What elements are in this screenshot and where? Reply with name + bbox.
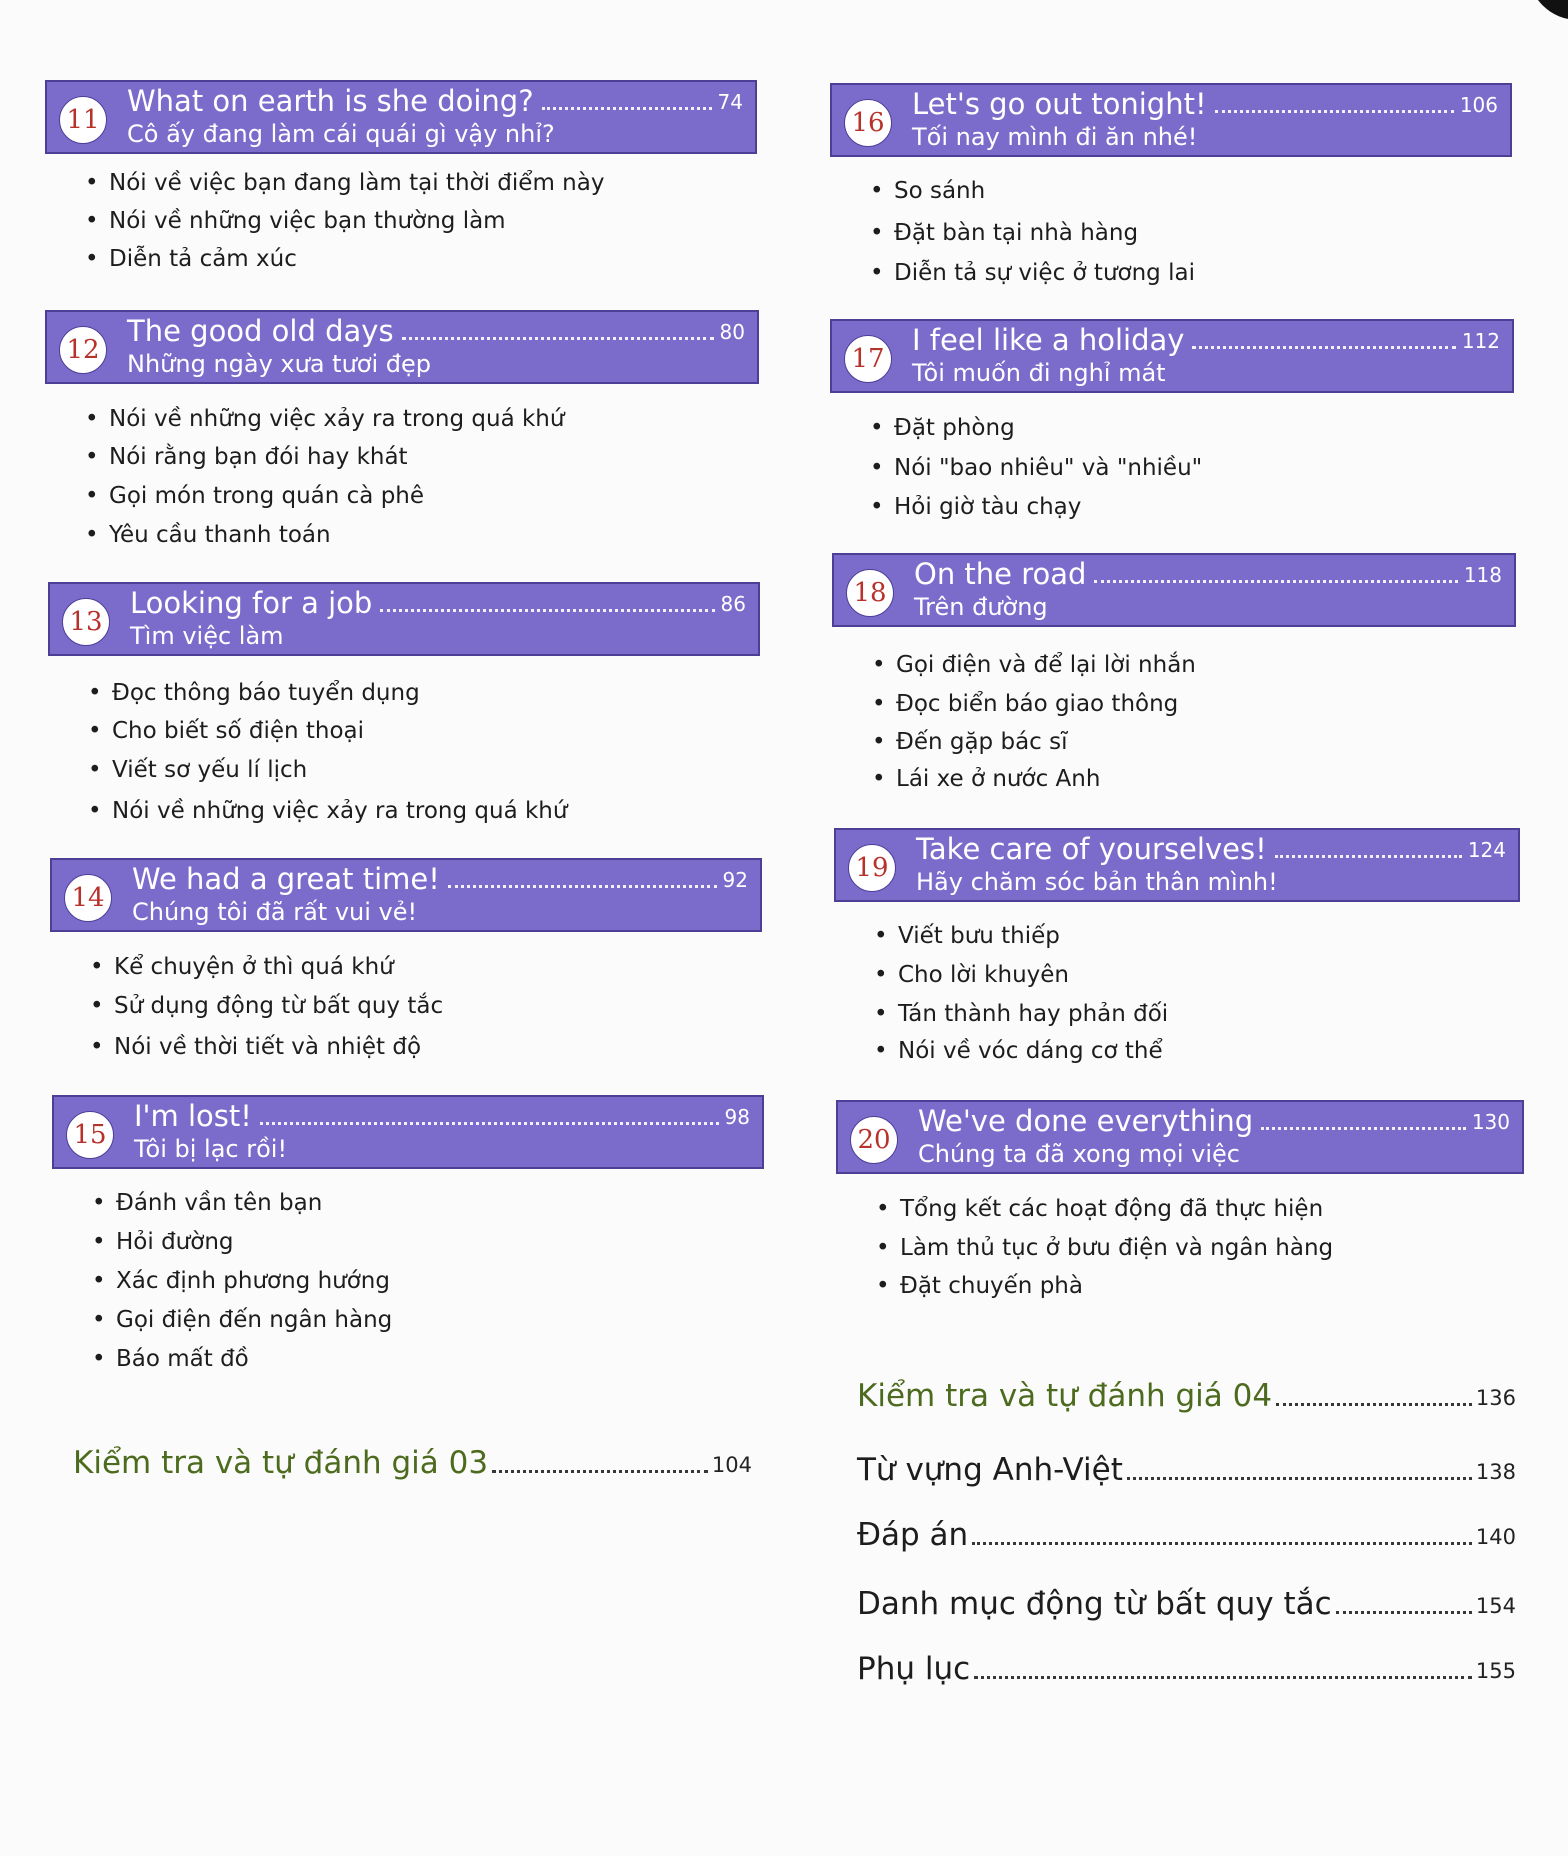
lesson-number-badge: 14 — [64, 874, 112, 922]
lesson-page-number: 98 — [724, 1105, 750, 1129]
lesson-topic-item: • Cho lời khuyên — [898, 962, 1069, 988]
toc-page-number: 104 — [711, 1453, 752, 1477]
lesson-page-number: 80 — [719, 320, 745, 344]
lesson-topic-item: • Xác định phương hướng — [116, 1268, 390, 1294]
dot-leader — [542, 107, 712, 110]
lesson-subtitle: Tối nay mình đi ăn nhé! — [912, 123, 1198, 151]
lesson-topic-item: • Đặt chuyến phà — [900, 1273, 1083, 1299]
lesson-subtitle: Chúng ta đã xong mọi việc — [918, 1140, 1240, 1168]
toc-entry-label: Từ vựng Anh-Việt — [857, 1452, 1123, 1488]
lesson-banner[interactable] — [830, 319, 1514, 393]
lesson-number-badge: 12 — [59, 326, 107, 374]
dot-leader — [1215, 110, 1454, 113]
lesson-page-number: 130 — [1471, 1110, 1510, 1134]
toc-entry-label: Kiểm tra và tự đánh giá 04 — [857, 1378, 1273, 1414]
lesson-title: I feel like a holiday — [912, 323, 1185, 357]
lesson-title-row — [130, 586, 746, 620]
lesson-title: We've done everything — [918, 1104, 1254, 1138]
dot-leader — [1094, 580, 1457, 583]
lesson-banner[interactable] — [834, 828, 1520, 902]
lesson-subtitle: Cô ấy đang làm cái quái gì vậy nhỉ? — [127, 120, 555, 148]
lesson-banner[interactable] — [830, 83, 1512, 157]
dot-leader — [402, 337, 714, 340]
lesson-page-number: 92 — [722, 868, 748, 892]
toc-entry[interactable] — [857, 1517, 1516, 1553]
lesson-topic-item: • Gọi món trong quán cà phê — [109, 483, 424, 509]
lesson-title-row — [912, 323, 1500, 357]
lesson-topic-item: • Đến gặp bác sĩ — [896, 729, 1068, 755]
lesson-title: What on earth is she doing? — [127, 84, 534, 118]
dot-leader — [492, 1470, 708, 1473]
dot-leader — [1192, 346, 1455, 349]
lesson-subtitle: Tôi bị lạc rồi! — [134, 1135, 288, 1163]
lesson-topic-item: • Viết sơ yếu lí lịch — [112, 757, 307, 783]
lesson-title-row — [132, 862, 748, 896]
toc-page-number: 140 — [1475, 1525, 1516, 1549]
lesson-number-badge: 18 — [846, 569, 894, 617]
lesson-topic-item: • Nói về những việc xảy ra trong quá khứ — [112, 798, 567, 824]
lesson-topic-item: • Nói rằng bạn đói hay khát — [109, 444, 408, 470]
lesson-number-badge: 20 — [850, 1116, 898, 1164]
lesson-topic-item: • Diễn tả sự việc ở tương lai — [894, 260, 1195, 286]
lesson-banner[interactable] — [45, 80, 757, 154]
toc-entry[interactable] — [857, 1378, 1516, 1414]
lesson-subtitle: Trên đường — [914, 593, 1048, 621]
lesson-title: The good old days — [127, 314, 394, 348]
lesson-topic-item: • Nói về những việc xảy ra trong quá khứ — [109, 406, 564, 432]
dot-leader — [1127, 1477, 1472, 1480]
lesson-topic-item: • Yêu cầu thanh toán — [109, 522, 331, 548]
dot-leader — [1336, 1611, 1472, 1614]
lesson-topic-item: • So sánh — [894, 178, 985, 204]
lesson-title-row — [134, 1099, 750, 1133]
lesson-title-row — [127, 84, 743, 118]
lesson-title-row — [916, 832, 1506, 866]
lesson-topic-item: • Nói về việc bạn đang làm tại thời điểm này — [109, 170, 604, 196]
lesson-number-badge: 17 — [844, 335, 892, 383]
toc-page-number: 154 — [1475, 1594, 1516, 1618]
toc-entry-label: Danh mục động từ bất quy tắc — [857, 1586, 1332, 1622]
dot-leader — [974, 1676, 1472, 1679]
dot-leader — [1276, 1403, 1472, 1406]
toc-page-number: 155 — [1475, 1659, 1516, 1683]
lesson-topic-item: • Nói về vóc dáng cơ thể — [898, 1038, 1163, 1064]
toc-entry[interactable] — [857, 1452, 1516, 1488]
lesson-topic-item: • Viết bưu thiếp — [898, 923, 1060, 949]
lesson-subtitle: Những ngày xưa tươi đẹp — [127, 350, 432, 378]
lesson-topic-item: • Diễn tả cảm xúc — [109, 246, 297, 272]
toc-entry[interactable] — [73, 1445, 752, 1481]
lesson-topic-item: • Đọc biển báo giao thông — [896, 691, 1178, 717]
lesson-banner[interactable] — [836, 1100, 1524, 1174]
lesson-topic-item: • Tổng kết các hoạt động đã thực hiện — [900, 1196, 1323, 1222]
page-corner-shadow — [1528, 0, 1568, 20]
lesson-title: Let's go out tonight! — [912, 87, 1207, 121]
lesson-number-badge: 16 — [844, 99, 892, 147]
lesson-topic-item: • Gọi điện và để lại lời nhắn — [896, 652, 1196, 678]
lesson-title: I'm lost! — [134, 1099, 252, 1133]
dot-leader — [380, 609, 714, 612]
lesson-banner[interactable] — [45, 310, 759, 384]
lesson-title: On the road — [914, 557, 1087, 591]
lesson-topic-item: • Sử dụng động từ bất quy tắc — [114, 993, 443, 1019]
lesson-title-row — [918, 1104, 1510, 1138]
lesson-number-badge: 15 — [66, 1111, 114, 1159]
lesson-banner[interactable] — [50, 858, 762, 932]
toc-entry[interactable] — [857, 1651, 1516, 1687]
toc-entry-label: Phụ lục — [857, 1651, 971, 1687]
dot-leader — [972, 1542, 1472, 1545]
lesson-page-number: 112 — [1461, 329, 1500, 353]
dot-leader — [1261, 1127, 1466, 1130]
lesson-topic-item: • Đọc thông báo tuyển dụng — [112, 680, 420, 706]
lesson-title-row — [914, 557, 1502, 591]
lesson-topic-item: • Tán thành hay phản đối — [898, 1001, 1168, 1027]
toc-page-number: 136 — [1475, 1386, 1516, 1410]
dot-leader — [448, 885, 717, 888]
lesson-topic-item: • Hỏi đường — [116, 1229, 234, 1255]
dot-leader — [1275, 855, 1462, 858]
lesson-page-number: 118 — [1463, 563, 1502, 587]
lesson-topic-item: • Cho biết số điện thoại — [112, 718, 364, 744]
lesson-topic-item: • Nói "bao nhiêu" và "nhiều" — [894, 455, 1202, 481]
lesson-page-number: 124 — [1467, 838, 1506, 862]
lesson-subtitle: Hãy chăm sóc bản thân mình! — [916, 868, 1278, 896]
lesson-topic-item: • Nói về những việc bạn thường làm — [109, 208, 506, 234]
lesson-title: Looking for a job — [130, 586, 373, 620]
lesson-topic-item: • Nói về thời tiết và nhiệt độ — [114, 1034, 421, 1060]
lesson-topic-item: • Làm thủ tục ở bưu điện và ngân hàng — [900, 1235, 1333, 1261]
lesson-topic-item: • Lái xe ở nước Anh — [896, 766, 1100, 792]
lesson-topic-item: • Đặt phòng — [894, 415, 1015, 441]
toc-entry-label: Kiểm tra và tự đánh giá 03 — [73, 1445, 489, 1481]
lesson-title: Take care of yourselves! — [916, 832, 1267, 866]
lesson-topic-item: • Báo mất đồ — [116, 1346, 249, 1372]
lesson-topic-item: • Kể chuyện ở thì quá khứ — [114, 954, 394, 980]
lesson-topic-item: • Đặt bàn tại nhà hàng — [894, 220, 1138, 246]
lesson-subtitle: Tìm việc làm — [130, 622, 284, 650]
dot-leader — [260, 1122, 719, 1125]
lesson-page-number: 106 — [1459, 93, 1498, 117]
lesson-subtitle: Chúng tôi đã rất vui vẻ! — [132, 898, 418, 926]
lesson-title-row — [127, 314, 745, 348]
lesson-banner[interactable] — [52, 1095, 764, 1169]
lesson-page-number: 74 — [717, 90, 743, 114]
toc-entry-label: Đáp án — [857, 1517, 969, 1553]
lesson-number-badge: 11 — [59, 96, 107, 144]
lesson-topic-item: • Gọi điện đến ngân hàng — [116, 1307, 392, 1333]
lesson-subtitle: Tôi muốn đi nghỉ mát — [912, 359, 1166, 387]
toc-page-number: 138 — [1475, 1460, 1516, 1484]
lesson-title: We had a great time! — [132, 862, 440, 896]
lesson-banner[interactable] — [48, 582, 760, 656]
lesson-topic-item: • Đánh vần tên bạn — [116, 1190, 322, 1216]
lesson-number-badge: 19 — [848, 844, 896, 892]
lesson-banner[interactable] — [832, 553, 1516, 627]
lesson-number-badge: 13 — [62, 598, 110, 646]
lesson-title-row — [912, 87, 1498, 121]
toc-entry[interactable] — [857, 1586, 1516, 1622]
lesson-topic-item: • Hỏi giờ tàu chạy — [894, 494, 1081, 520]
lesson-page-number: 86 — [720, 592, 746, 616]
